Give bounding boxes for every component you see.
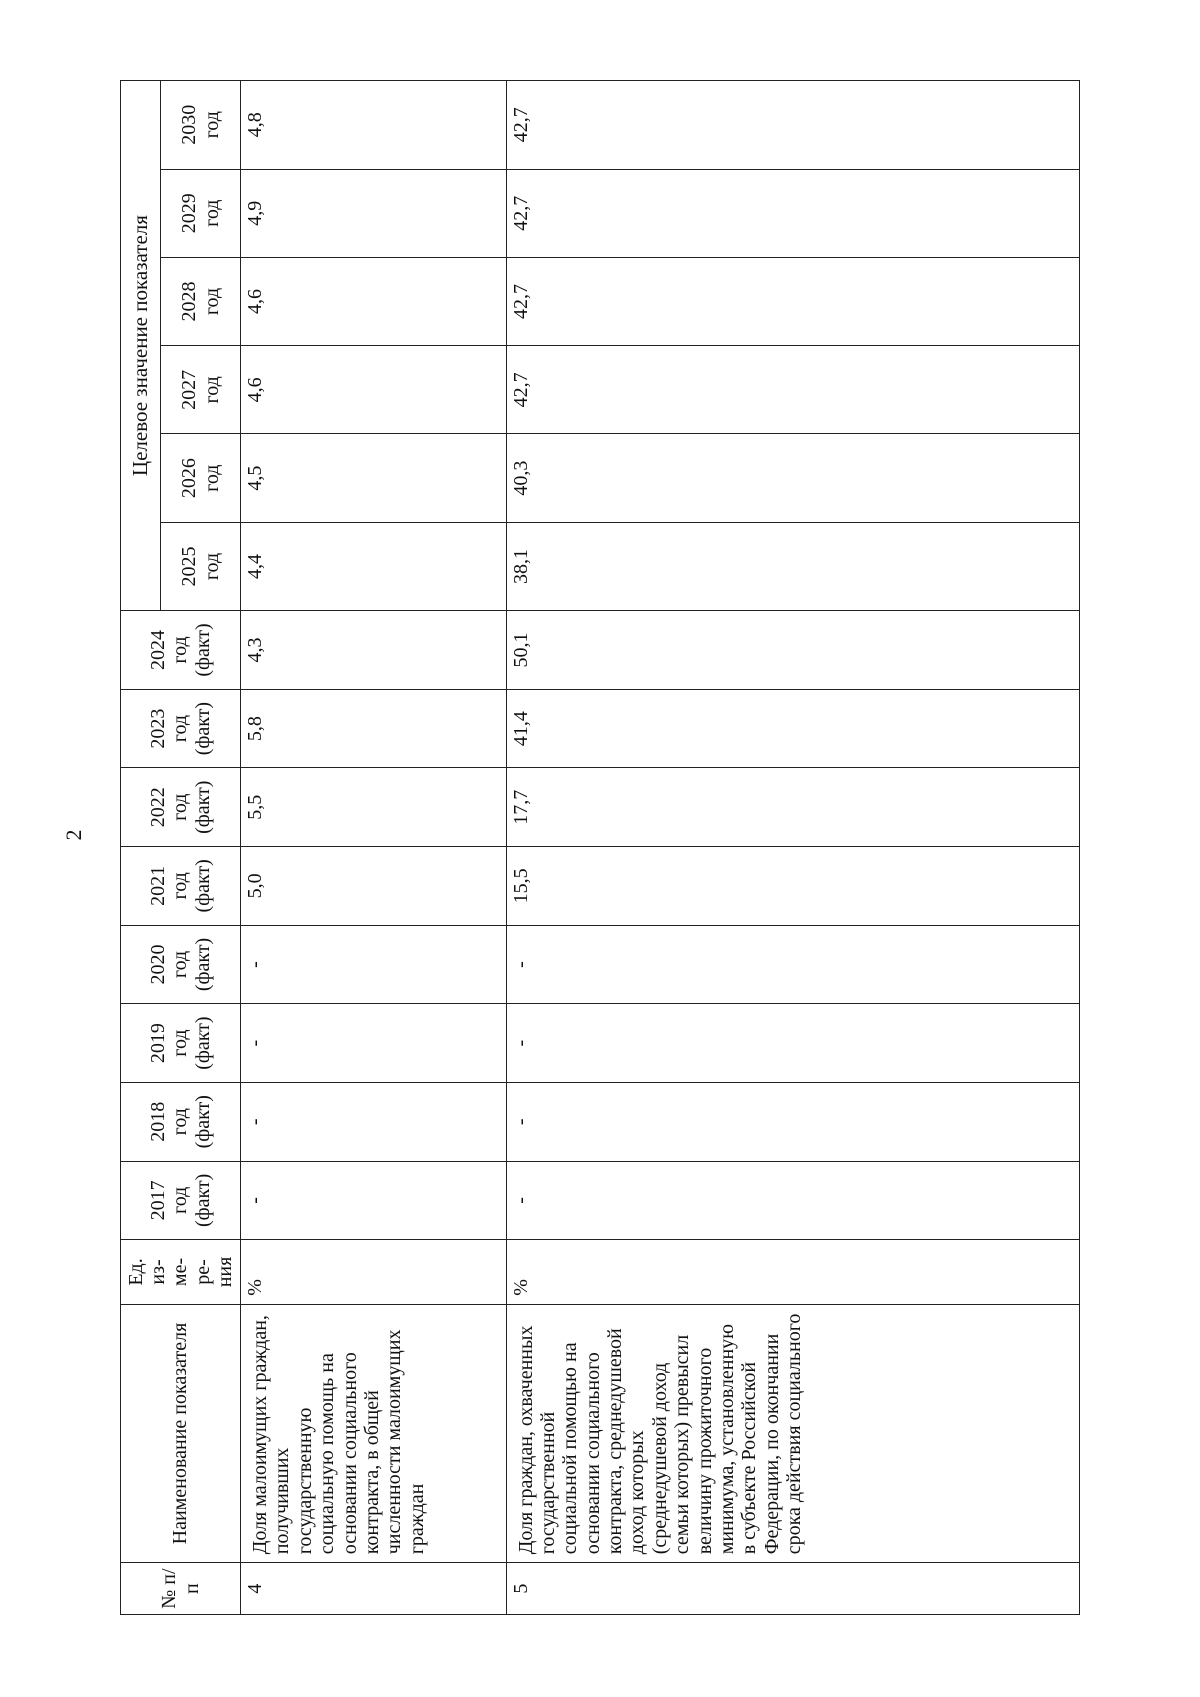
value-cell: - — [241, 925, 507, 1004]
header-target-2025 — [161, 522, 241, 610]
page-number: 2 — [61, 829, 86, 841]
value-cell: 15,5 — [506, 847, 1080, 926]
table-row — [241, 81, 507, 1615]
value-cell: - — [506, 1004, 1080, 1083]
target-value-cell: 42,7 — [506, 81, 1080, 170]
indicator-name: Доля малоимущих граждан, получивших государственную социальную помощь на основании социального контракта, в общей численности малоимущих граждан — [241, 1304, 507, 1563]
header-year: 2018 — [146, 1101, 169, 1142]
value-cell: - — [506, 925, 1080, 1004]
header-year-unit: год — [200, 287, 223, 316]
value-cell: - — [506, 1161, 1080, 1240]
header-year: 2020 — [146, 944, 169, 985]
header-target-2027 — [161, 346, 241, 434]
header-year-2024 — [121, 611, 241, 690]
header-year-unit: год — [200, 376, 223, 404]
header-year-unit: год — [169, 950, 192, 979]
header-year: 2017 — [146, 1180, 169, 1221]
header-year-unit: год — [200, 199, 223, 227]
value-cell: 5,5 — [241, 768, 507, 847]
value-cell: 50,1 — [506, 611, 1080, 690]
value-cell: - — [241, 1004, 507, 1083]
indicators-table — [120, 80, 1080, 1615]
header-target-2026 — [161, 434, 241, 522]
target-value-cell: 42,7 — [506, 346, 1080, 434]
header-year-note: (факт) — [191, 701, 214, 756]
header-year-note: (факт) — [191, 1095, 214, 1149]
header-target-2028 — [161, 257, 241, 345]
value-cell: 4,3 — [241, 611, 507, 690]
target-value-cell: 4,4 — [241, 522, 507, 610]
indicator-name: Доля граждан, охваченных государственной социальной помощью на основании социального контракта, среднедушевой доход которых (среднедушевой доход семьи которых) превысил величину прожиточного минимума, установленную в субъекте Российской Федерации, по окончании срока действия социального — [506, 1304, 1080, 1563]
value-cell: 5,8 — [241, 689, 507, 768]
header-year: 2028 — [178, 281, 201, 322]
header-target-group: Целевое значение показателя — [121, 81, 161, 611]
header-year-2018 — [121, 1082, 241, 1161]
header-year: 2025 — [178, 546, 201, 587]
value-cell: 5,0 — [241, 847, 507, 926]
header-year-note: (факт) — [191, 859, 214, 913]
target-value-cell: 4,8 — [241, 81, 507, 170]
row-number: 4 — [241, 1563, 507, 1615]
target-value-cell: 38,1 — [506, 522, 1080, 610]
header-year-note: (факт) — [191, 623, 214, 677]
value-cell: 17,7 — [506, 768, 1080, 847]
header-number: № п/п — [121, 1563, 241, 1615]
target-value-cell: 42,7 — [506, 169, 1080, 257]
header-year-2022 — [121, 768, 241, 847]
target-value-cell: 4,9 — [241, 169, 507, 257]
header-year: 2019 — [146, 1023, 169, 1064]
header-year: 2026 — [178, 458, 201, 499]
header-year-unit: год — [169, 1186, 192, 1214]
header-year-unit: год — [169, 636, 192, 664]
header-target-2030 — [161, 81, 241, 170]
header-indicator-name: Наименование показателя — [121, 1304, 241, 1563]
value-cell: 41,4 — [506, 689, 1080, 768]
header-year-2019 — [121, 1004, 241, 1083]
header-year-note: (факт) — [191, 780, 214, 834]
header-year-2017 — [121, 1161, 241, 1240]
unit-cell: % — [506, 1240, 1080, 1305]
header-unit: Ед. из- ме- ре- ния — [121, 1240, 241, 1305]
header-year-unit: год — [169, 793, 192, 821]
header-year-note: (факт) — [191, 937, 214, 992]
header-year-note: (факт) — [191, 1173, 214, 1228]
header-year: 2022 — [146, 787, 169, 828]
header-year-unit: год — [169, 872, 192, 900]
target-value-cell: 4,5 — [241, 434, 507, 522]
header-year-unit: год — [169, 714, 192, 743]
header-year: 2023 — [146, 708, 169, 749]
header-target-2029 — [161, 169, 241, 257]
header-year-note: (факт) — [191, 1016, 214, 1070]
target-value-cell: 40,3 — [506, 434, 1080, 522]
value-cell: - — [241, 1161, 507, 1240]
row-number: 5 — [506, 1563, 1080, 1615]
header-year: 2024 — [146, 629, 169, 670]
unit-cell: % — [241, 1240, 507, 1305]
header-year: 2021 — [146, 865, 169, 906]
rotated-page-content — [120, 80, 1080, 1615]
header-year-unit: год — [169, 1108, 192, 1136]
header-year-2020 — [121, 925, 241, 1004]
header-year-2021 — [121, 847, 241, 926]
target-value-cell: 42,7 — [506, 257, 1080, 345]
target-value-cell: 4,6 — [241, 257, 507, 345]
header-year-unit: год — [200, 552, 223, 581]
header-year-unit: год — [169, 1029, 192, 1057]
value-cell: - — [506, 1082, 1080, 1161]
header-year-unit: год — [200, 111, 223, 139]
target-value-cell: 4,6 — [241, 346, 507, 434]
table-row — [506, 81, 1080, 1615]
value-cell: - — [241, 1082, 507, 1161]
header-year-2023 — [121, 689, 241, 768]
header-year-unit: год — [200, 464, 223, 492]
header-year: 2027 — [178, 369, 201, 410]
header-year: 2029 — [178, 193, 201, 234]
header-year: 2030 — [178, 104, 201, 145]
